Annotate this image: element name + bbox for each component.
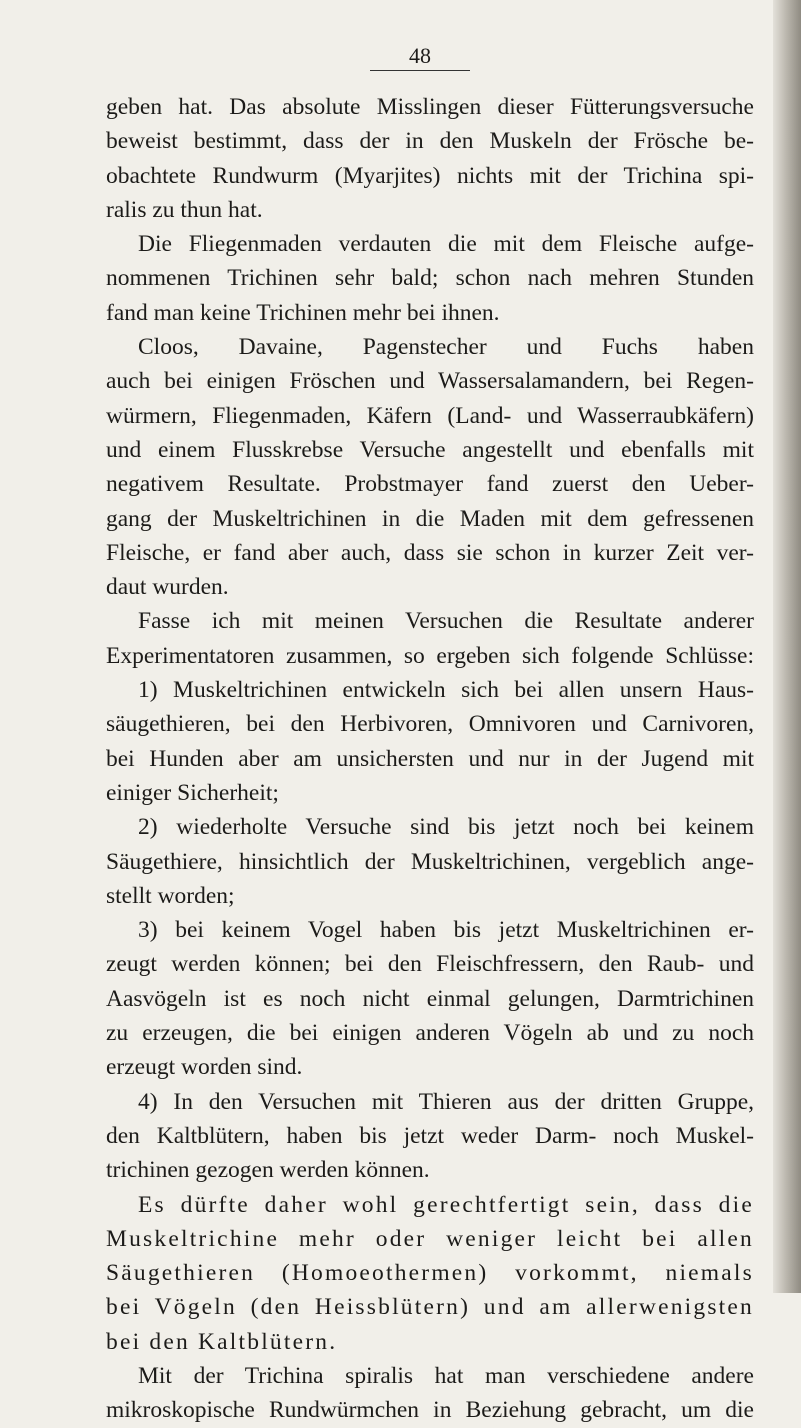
text-line: beweist bestimmt, dass der in den Muskeln der Frösche be-: [106, 128, 754, 155]
text-line: fand man keine Trichinen mehr bei ihnen.: [106, 299, 500, 326]
text-line: bei Hunden aber am unsichersten und nur in der Jugend mit: [106, 745, 754, 772]
text-line: Experimentatoren zusammen, so ergeben sich folgende Schlüsse:: [106, 642, 754, 669]
text-line: stellt worden;: [106, 882, 235, 909]
text-line: nommenen Trichinen sehr bald; schon nach mehren Stunden: [106, 265, 754, 292]
body-text: [106, 90, 754, 1428]
text-line: Cloos, Davaine, Pagenstecher und Fuchs haben: [138, 334, 754, 361]
text-line: Säugethieren (Homoeothermen) vorkommt, niemals: [106, 1260, 754, 1287]
text-line: Es dürfte daher wohl gerechtfertigt sein, dass die: [138, 1191, 754, 1218]
text-line: Die Fliegenmaden verdauten die mit dem Fleische aufge-: [138, 231, 754, 258]
text-line: zeugt werden können; bei den Fleischfressern, den Raub- und: [106, 951, 754, 978]
text-line: 4) In den Versuchen mit Thieren aus der dritten Gruppe,: [138, 1088, 754, 1115]
text-line: bei den Kaltblütern.: [106, 1328, 338, 1355]
text-line: zu erzeugen, die bei einigen anderen Vögeln ab und zu noch: [106, 1020, 754, 1047]
text-line: mikroskopische Rundwürmchen in Beziehung gebracht, um die: [106, 1397, 754, 1424]
text-line: ralis zu thun hat.: [106, 196, 263, 223]
text-line: auch bei einigen Fröschen und Wassersalamandern, bei Regen-: [106, 368, 754, 395]
text-line: 3) bei keinem Vogel haben bis jetzt Muskeltrichinen er-: [138, 917, 754, 944]
text-line: 2) wiederholte Versuche sind bis jetzt noch bei keinem: [138, 814, 754, 841]
text-line: Mit der Trichina spiralis hat man verschiedene andere: [138, 1362, 754, 1389]
text-line: daut wurden.: [106, 574, 229, 601]
text-line: säugethieren, bei den Herbivoren, Omnivoren und Carnivoren,: [106, 711, 754, 738]
page-number: 48: [370, 42, 470, 71]
text-line: bei Vögeln (den Heissblütern) und am allerwenigsten: [106, 1294, 754, 1321]
text-line: einiger Sicherheit;: [106, 779, 279, 806]
text-line: würmern, Fliegenmaden, Käfern (Land- und Wasserraubkäfern): [106, 402, 754, 429]
text-line: den Kaltblütern, haben bis jetzt weder Darm- noch Muskel-: [106, 1122, 754, 1149]
text-line: 1) Muskeltrichinen entwickeln sich bei allen unsern Haus-: [138, 677, 754, 704]
text-line: Säugethiere, hinsichtlich der Muskeltrichinen, vergeblich ange-: [106, 848, 754, 875]
text-line: erzeugt worden sind.: [106, 1054, 303, 1081]
text-line: obachtete Rundwurm (Myarjites) nichts mit der Trichina spi-: [106, 162, 754, 189]
text-line: Aasvögeln ist es noch nicht einmal gelungen, Darmtrichinen: [106, 985, 754, 1012]
text-line: Fleische, er fand aber auch, dass sie schon in kurzer Zeit ver-: [106, 539, 754, 566]
text-line: geben hat. Das absolute Misslingen dieser Fütterungsversuche: [106, 94, 754, 120]
text-line: Fasse ich mit meinen Versuchen die Resultate anderer: [138, 608, 754, 635]
text-line: Muskeltrichine mehr oder weniger leicht bei allen: [106, 1225, 754, 1252]
page-edge-shadow: [773, 0, 801, 1293]
text-line: gang der Muskeltrichinen in die Maden mit dem gefressenen: [106, 505, 754, 532]
text-line: trichinen gezogen werden können.: [106, 1157, 430, 1184]
text-line: negativem Resultate. Probstmayer fand zuerst den Ueber-: [106, 471, 754, 498]
text-line: und einem Flusskrebse Versuche angestellt und ebenfalls mit: [106, 436, 754, 463]
